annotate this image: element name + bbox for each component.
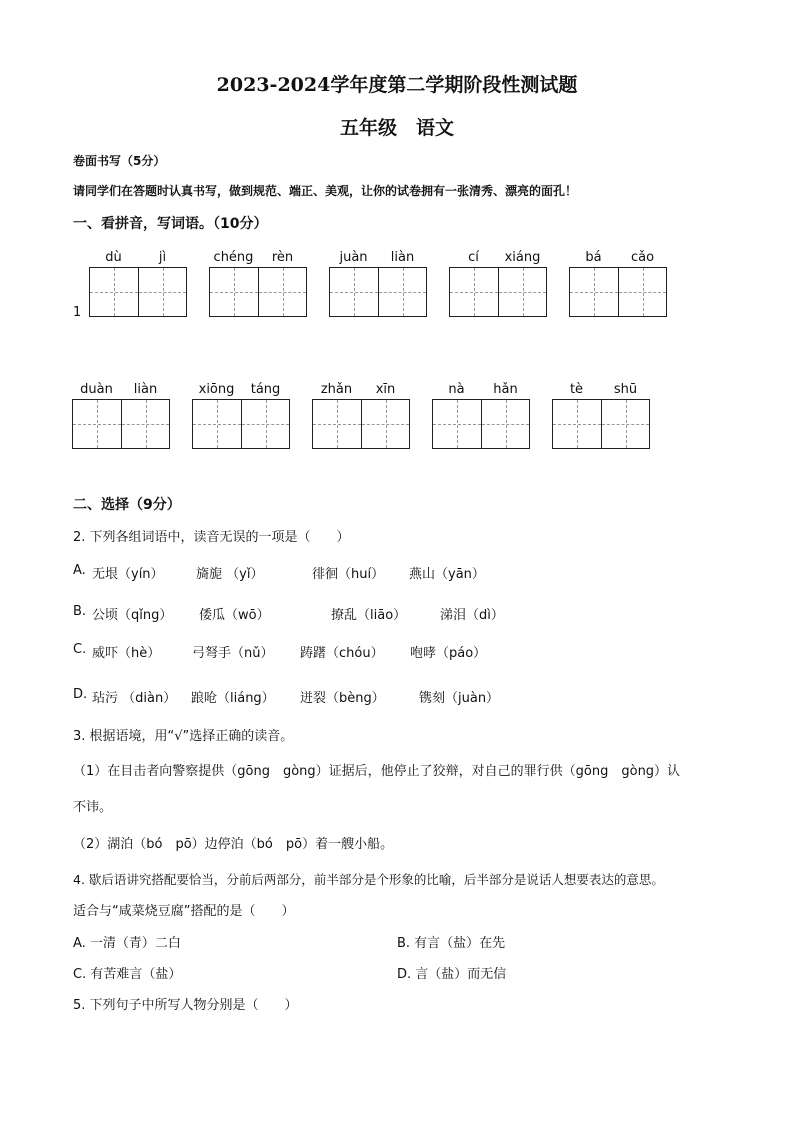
option-label[interactable]: A. xyxy=(73,563,86,578)
pinyin: dù xyxy=(105,250,122,265)
writing-grid[interactable] xyxy=(72,399,170,449)
option-a[interactable]: A. 一清（青）二白 xyxy=(73,936,181,951)
writing-grid[interactable] xyxy=(192,399,290,449)
writing-cell[interactable] xyxy=(258,268,306,316)
writing-cell[interactable] xyxy=(601,400,649,448)
pinyin: tè xyxy=(569,382,584,397)
pinyin: juàn xyxy=(339,250,368,265)
writing-cell[interactable] xyxy=(618,268,666,316)
pinyin: xiáng xyxy=(504,250,541,265)
writing-cell[interactable] xyxy=(241,400,289,448)
option-item: 玷污 （diàn） xyxy=(92,691,177,706)
writing-cell[interactable] xyxy=(313,400,361,448)
writing-cell[interactable] xyxy=(361,400,409,448)
option-item: 迸裂（bèng） xyxy=(300,691,385,706)
pinyin: táng xyxy=(250,382,281,397)
option-item: 弓弩手（nǔ） xyxy=(192,646,274,661)
writing-cell[interactable] xyxy=(433,400,481,448)
option-label[interactable]: D. xyxy=(73,687,88,702)
writing-grid[interactable] xyxy=(449,267,547,317)
option-item: 咆哮（páo） xyxy=(410,646,487,661)
writing-cell[interactable] xyxy=(481,400,529,448)
pinyin: liàn xyxy=(390,250,415,265)
option-b[interactable]: B. 有言（盐）在先 xyxy=(397,936,506,951)
handwriting-instruction: 请同学们在答题时认真书写，做到规范、端正、美观，让你的试卷拥有一张清秀、漂亮的面孔！ xyxy=(73,184,578,198)
writing-cell[interactable] xyxy=(378,268,426,316)
option-d[interactable]: D. 言（盐）而无信 xyxy=(397,967,507,982)
writing-cell[interactable] xyxy=(73,400,121,448)
question-4-stem: 4. 歇后语讲究搭配要恰当，分前后两部分，前半部分是个形象的比喻，后半部分是说话人想要表达的意思。 xyxy=(73,872,664,887)
option-item: 威吓（hè） xyxy=(92,646,161,661)
option-item: 旖旎 （yǐ） xyxy=(196,567,264,582)
option-label[interactable]: C. xyxy=(73,642,87,657)
option-item: 燕山（yān） xyxy=(409,567,485,582)
writing-cell[interactable] xyxy=(210,268,258,316)
page-title: 2023-2024学年度第二学期阶段性测试题 xyxy=(216,74,578,96)
pinyin: jì xyxy=(158,250,167,265)
question-5-stem: 5. 下列句子中所写人物分别是（ ） xyxy=(73,998,298,1013)
writing-grid[interactable] xyxy=(552,399,650,449)
pinyin: bá xyxy=(585,250,602,265)
writing-grid[interactable] xyxy=(329,267,427,317)
pinyin: cí xyxy=(468,250,479,265)
option-item: 踌躇（chóu） xyxy=(300,646,384,661)
option-item: 撩乱（liāo） xyxy=(331,608,407,623)
pinyin: nà xyxy=(448,382,465,397)
option-item: 徘徊（huí） xyxy=(312,567,385,582)
pinyin: rèn xyxy=(271,250,294,265)
option-item: 涕泪（dì） xyxy=(440,608,504,623)
question-3-sentence-2: （2）湖泊（bó pō）边停泊（bó pō）着一艘小船。 xyxy=(73,837,394,852)
writing-cell[interactable] xyxy=(450,268,498,316)
writing-cell[interactable] xyxy=(90,268,138,316)
writing-cell[interactable] xyxy=(330,268,378,316)
writing-grid[interactable] xyxy=(432,399,530,449)
writing-cell[interactable] xyxy=(193,400,241,448)
writing-grid[interactable] xyxy=(209,267,307,317)
pinyin: shū xyxy=(613,382,638,397)
option-item: 镌刻（juàn） xyxy=(419,691,500,706)
pinyin: duàn xyxy=(80,382,113,397)
writing-grid[interactable] xyxy=(569,267,667,317)
pinyin: cǎo xyxy=(630,250,655,265)
option-c[interactable]: C. 有苦难言（盐） xyxy=(73,967,182,982)
pinyin: xiōng xyxy=(198,382,235,397)
pinyin: chéng xyxy=(213,250,254,265)
question-3-stem: 3. 根据语境，用“√”选择正确的读音。 xyxy=(73,729,294,744)
writing-cell[interactable] xyxy=(498,268,546,316)
handwriting-label: 卷面书写（5分） xyxy=(73,154,166,168)
writing-cell[interactable] xyxy=(553,400,601,448)
option-item: 踉呛（liáng） xyxy=(191,691,275,706)
pinyin: hǎn xyxy=(493,382,518,397)
pinyin: xīn xyxy=(375,382,396,397)
question-4-stem-cont: 适合与“咸菜烧豆腐”搭配的是（ ） xyxy=(73,904,295,919)
pinyin: zhǎn xyxy=(320,382,353,397)
question-2-stem: 2. 下列各组词语中，读音无误的一项是（ ） xyxy=(73,530,350,545)
question-number: 1 xyxy=(73,305,82,320)
writing-grid[interactable] xyxy=(312,399,410,449)
option-item: 公顷（qǐng） xyxy=(92,608,173,623)
page-subtitle: 五年级 语文 xyxy=(339,117,454,139)
question-3-sentence-1: （1）在目击者向警察提供（gōng gòng）证据后，他停止了狡辩，对自己的罪行供（gōng gòng）认 xyxy=(73,764,681,779)
writing-cell[interactable] xyxy=(138,268,186,316)
question-3-sentence-1-cont: 不讳。 xyxy=(73,800,113,815)
section1-heading: 一、看拼音，写词语。（10分） xyxy=(73,216,268,232)
pinyin: liàn xyxy=(133,382,158,397)
option-item: 倭瓜（wō） xyxy=(199,608,270,623)
option-item: 无垠（yín） xyxy=(92,567,164,582)
option-label[interactable]: B. xyxy=(73,604,87,619)
writing-grid[interactable] xyxy=(89,267,187,317)
section2-heading: 二、选择（9分） xyxy=(73,497,181,513)
writing-cell[interactable] xyxy=(570,268,618,316)
writing-cell[interactable] xyxy=(121,400,169,448)
